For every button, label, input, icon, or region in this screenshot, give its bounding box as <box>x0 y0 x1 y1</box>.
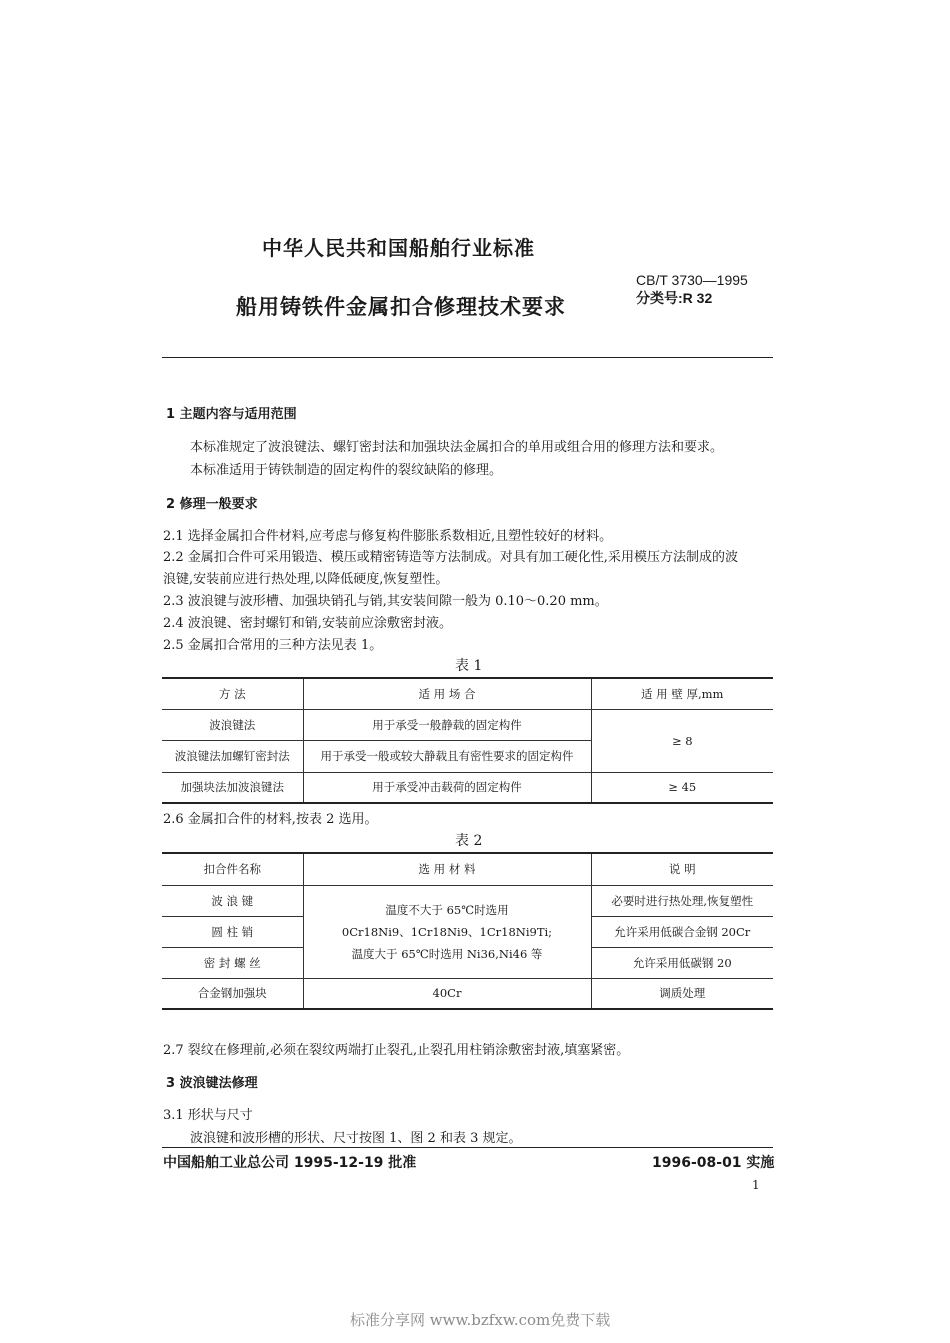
clause-2-2-line-2: 浪键,安装前应进行热处理,以降低硬度,恢复塑性。 <box>163 572 449 587</box>
table-1-caption: 表 1 <box>455 658 483 674</box>
table-2 <box>162 852 773 1010</box>
section-1-paragraph-2: 本标准适用于铸铁制造的固定构件的裂纹缺陷的修理。 <box>190 463 503 478</box>
table-row <box>162 853 773 885</box>
table-header-cell: 选 用 材 料 <box>303 853 591 885</box>
table-row <box>162 772 773 803</box>
material-line: 0Cr18Ni9、1Cr18Ni9、1Cr18Ni9Ti; <box>341 924 553 939</box>
table-cell: 必要时进行热处理,恢复塑性 <box>591 885 773 916</box>
watermark-text: 标准分享网 www.bzfxw.com免费下载 <box>350 1311 611 1329</box>
section-1-heading: 1 主题内容与适用范围 <box>166 407 297 422</box>
table-header-cell: 适 用 壁 厚,mm <box>591 678 773 709</box>
standard-code: CB/T 3730—1995 <box>636 272 748 288</box>
table-row <box>162 678 773 709</box>
clause-3-1: 3.1 形状与尺寸 <box>163 1108 253 1123</box>
table-cell: 波浪键法加螺钉密封法 <box>162 740 303 772</box>
clause-2-3: 2.3 波浪键与波形槽、加强块销孔与销,其安装间隙一般为 0.10～0.20 mm。 <box>163 594 608 609</box>
table-cell: 波 浪 键 <box>162 885 303 916</box>
table-cell: 调质处理 <box>591 978 773 1009</box>
classification-number: 分类号:R 32 <box>636 290 713 306</box>
table-cell: 用于承受冲击载荷的固定构件 <box>303 772 591 803</box>
table-cell: 用于承受一般或较大静载且有密性要求的固定构件 <box>303 740 591 772</box>
clause-2-6: 2.6 金属扣合件的材料,按表 2 选用。 <box>163 812 378 827</box>
table-header-cell: 方 法 <box>162 678 303 709</box>
footer-divider <box>162 1147 773 1148</box>
clause-2-2-line-1: 2.2 金属扣合件可采用锻造、模压或精密铸造等方法制成。对具有加工硬化性,采用模压方法制成的波 <box>163 550 738 565</box>
header-divider <box>162 357 773 358</box>
table-cell: 40Cr <box>303 978 591 1009</box>
clause-2-5: 2.5 金属扣合常用的三种方法见表 1。 <box>163 638 383 653</box>
page-number: 1 <box>752 1178 760 1192</box>
table-cell: 允许采用低碳合金钢 20Cr <box>591 916 773 947</box>
material-line: 温度不大于 65℃时选用 <box>385 902 509 917</box>
table-cell: 密 封 螺 丝 <box>162 947 303 978</box>
section-2-heading: 2 修理一般要求 <box>166 497 258 512</box>
clause-2-4: 2.4 波浪键、密封螺钉和销,安装前应涂敷密封液。 <box>163 616 452 631</box>
table-header-cell: 说 明 <box>591 853 773 885</box>
material-line: 温度大于 65℃时选用 Ni36,Ni46 等 <box>351 946 543 961</box>
document-title: 船用铸铁件金属扣合修理技术要求 <box>236 295 566 319</box>
clause-3-1-paragraph: 波浪键和波形槽的形状、尺寸按图 1、图 2 和表 3 规定。 <box>190 1131 522 1146</box>
table-header-cell: 扣合件名称 <box>162 853 303 885</box>
table-cell-thickness: ≥ 45 <box>591 772 773 803</box>
effective-date: 1996-08-01 实施 <box>652 1155 775 1171</box>
table-row <box>162 885 773 916</box>
clause-2-7: 2.7 裂纹在修理前,必须在裂纹两端打止裂孔,止裂孔用柱销涂敷密封液,填塞紧密。 <box>163 1043 630 1058</box>
table-cell: 圆 柱 销 <box>162 916 303 947</box>
standard-category-title: 中华人民共和国船舶行业标准 <box>262 236 535 260</box>
table-row <box>162 978 773 1009</box>
clause-2-1: 2.1 选择金属扣合件材料,应考虑与修复构件膨胀系数相近,且塑性较好的材料。 <box>163 529 613 544</box>
section-1-paragraph-1: 本标准规定了波浪键法、螺钉密封法和加强块法金属扣合的单用或组合用的修理方法和要求。 <box>190 440 724 455</box>
table-cell-materials <box>303 885 591 978</box>
table-row <box>162 709 773 740</box>
table-2-caption: 表 2 <box>455 833 483 849</box>
table-header-cell: 适 用 场 合 <box>303 678 591 709</box>
approval-line: 中国船舶工业总公司 1995-12-19 批准 <box>163 1155 417 1171</box>
table-cell: 合金钢加强块 <box>162 978 303 1009</box>
table-1 <box>162 677 773 804</box>
table-cell: 加强块法加波浪键法 <box>162 772 303 803</box>
table-cell: 允许采用低碳钢 20 <box>591 947 773 978</box>
section-3-heading: 3 波浪键法修理 <box>166 1076 258 1091</box>
table-cell: 用于承受一般静载的固定构件 <box>303 709 591 740</box>
table-cell-thickness: ≥ 8 <box>591 709 773 772</box>
table-cell: 波浪键法 <box>162 709 303 740</box>
